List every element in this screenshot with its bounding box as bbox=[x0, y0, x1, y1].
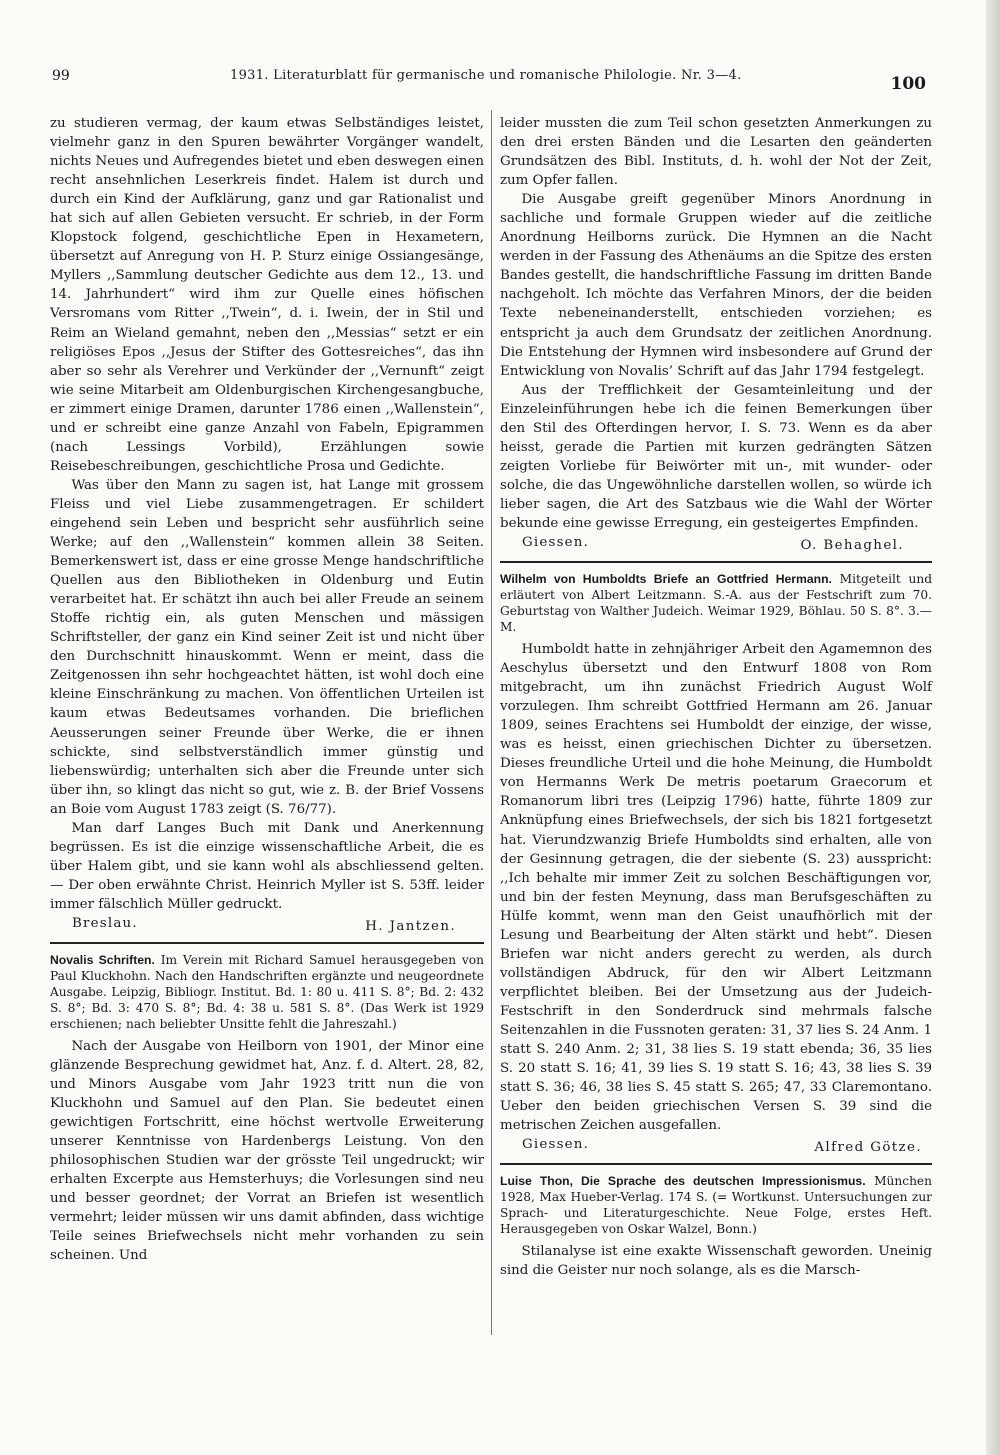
entry-details: Im Verein mit Richard Samuel herausgegeben von Paul Kluckhohn. Nach den Handschriften ergänzte und neugeordnete Ausgabe. Leipzig, Bibliogr. Institut. Bd. 1: 80 u. 411 S. 8°; Bd. 2: 432 S. 8°; Bd. 3: 470 S. 8°; Bd. 4: 38 u. 581 S. 8°. (Das Werk ist 1929 erschienen; nach beliebter Unsitte fehlt die Jahreszahl.) bbox=[50, 952, 484, 1031]
section-rule bbox=[50, 942, 484, 944]
column-divider bbox=[491, 110, 492, 1335]
section-rule bbox=[500, 561, 932, 563]
right-column bbox=[500, 114, 932, 1280]
bibliographic-entry bbox=[500, 1173, 932, 1237]
review-paragraph: Nach der Ausgabe von Heilborn von 1901, der Minor eine glänzende Besprechung gewidmet hat, Anz. f. d. Altert. 28, 82, und Minors Ausgabe vom Jahr 1923 tritt nun die von Kluckhohn und Samuel auf den Plan. Sie bedeutet einen gewichtigen Fortschritt, eine höchst wertvolle Erweiterung unserer Kenntnisse von Hardenbergs Leistung. Von den philosophischen Studien war der grösste Teil ungedruckt; wir erhalten Excerpte aus Hemsterhuys; die Vorlesungen sind neu und besser geordnet; der Vorrat an Briefen ist wesentlich vermehrt; leider müssen wir uns damit abfinden, dass wichtige Teile seines Briefwechsels nicht mehr vorhanden zu sein scheinen. Und bbox=[50, 1038, 484, 1264]
bibliographic-entry bbox=[50, 952, 484, 1032]
running-header bbox=[52, 66, 932, 96]
left-column bbox=[50, 114, 484, 1266]
review-signature bbox=[500, 535, 932, 559]
signature-author: Alfred Götze. bbox=[814, 1140, 922, 1156]
review-paragraph: Aus der Trefflichkeit der Gesamteinleitung und der Einzeleinführungen hebe ich die feinen Bemerkungen über den Stil des Ofterdingen hervor, I. S. 73. Wenn es da aber heisst, gerade die Partien mit kurzen gedrängten Sätzen zeigten Vorliebe für Beiwörter mit un-, mit wunder- oder solche, die das Ungewöhnliche darstellen wollen, so würde ich lieber sagen, die Art des Satzbaus wie die Wahl der Wörter bekunde eine gewisse Erregung, ein gesteigertes Empfinden. bbox=[500, 382, 932, 531]
review-paragraph: Humboldt hatte in zehnjähriger Arbeit den Agamemnon des Aeschylus übersetzt und den Entwurf 1808 von Rom mitgebracht, um ihn zunächst Friedrich August Wolf vorzulegen. Ihm schreibt Gottfried Hermann am 26. Januar 1809, seines Erachtens sei Humboldt der einzige, der wisse, was es heisst, einen griechischen Dichter zu übersetzen. Dieses freundliche Urteil und die hohe Meinung, die Humboldt von Hermanns Werk De metris poetarum Graecorum et Romanorum libri tres (Leipzig 1796) hatte, führte 1809 zur Anknüpfung eines Briefwechsels, der sich bis 1821 fortgesetzt hat. Vierundzwanzig Briefe Humboldts sind erhalten, alle von der Gesinnung getragen, die der siebente (S. 23) ausspricht: ,,Ich behalte mir immer Zeit zu solchen Beschäftigungen vor, und bin der festen Meynung, dass man Berufsgeschäften zu Hülfe kommt, wenn man den Geist unaufhörlich mit der Lesung und Bearbeitung der Alten stärkt und hebt“. Diesen Briefen war nicht anders gerecht zu werden, als durch vollständigen Abdruck, für den wir Albert Leitzmann verpflichtet bleiben. Bei der Umsetzung aus der Judeich-Festschrift in den Sonderdruck sind mehrmals falsche Seitenzahlen in die Fussnoten geraten: 31, 37 lies S. 24 Anm. 1 statt S. 240 Anm. 2; 31, 38 lies S. 19 statt ebenda; 36, 35 lies S. 20 statt S. 16; 41, 39 lies S. 19 statt S. 16; 43, 38 lies S. 39 statt S. 36; 46, 38 lies S. 45 statt S. 265; 47, 33 Claremontano. Ueber den beiden griechischen Versen S. 39 sind die metrischen Zeichen ausgefallen. bbox=[500, 642, 932, 1134]
signature-place: Giessen. bbox=[522, 1137, 590, 1153]
signature-place: Giessen. bbox=[522, 535, 590, 551]
page-number-right: 100 bbox=[890, 74, 926, 94]
review-paragraph: Die Ausgabe greift gegenüber Minors Anordnung in sachliche und formale Gruppen wieder auf die zeitliche Anordnung Heilborns zurück. Die Hymnen an die Nacht werden in der Fassung des Athenäums an die Spitze des ersten Bandes gestellt, die handschriftliche Fassung im dritten Bande nachgeholt. Ich möchte das Verfahren Minors, der die beiden Texte nebeneinanderstellt, entschieden vorziehen; es entspricht ja auch dem Grundsatz der zeitlichen Anordnung. Die Entstehung der Hymnen wird insbesondere auf Grund der Entwicklung von Novalis’ Schrift auf das Jahr 1794 festgelegt. bbox=[500, 192, 932, 379]
review-paragraph: Stilanalyse ist eine exakte Wissenschaft geworden. Uneinig sind die Geister nur noch solange, als es die Marsch- bbox=[500, 1244, 932, 1279]
page-number-left: 99 bbox=[52, 68, 70, 84]
review-paragraph: leider mussten die zum Teil schon gesetzten Anmerkungen zu den drei ersten Bänden und die Lesarten den geänderten Grundsätzen des Bibl. Instituts, d. h. wohl der Not der Zeit, zum Opfer fallen. bbox=[500, 116, 932, 189]
entry-details: Mitgeteilt und erläutert von Albert Leitzmann. S.-A. aus der Festschrift zum 70. Geburtstag von Walther Judeich. Weimar 1929, Böhlau. 50 S. 8°. 3.— M. bbox=[500, 572, 933, 635]
review-signature bbox=[500, 1137, 932, 1161]
signature-author: O. Behaghel. bbox=[800, 538, 904, 554]
running-title: 1931. Literaturblatt für germanische und romanische Philologie. Nr. 3—4. bbox=[230, 68, 742, 83]
entry-title: Wilhelm von Humboldts Briefe an Gottfried Hermann. bbox=[500, 572, 832, 587]
review-paragraph: zu studieren vermag, der kaum etwas Selbständiges leistet, vielmehr ganz in den Spuren bewährter Vorgänger wandelt, nichts Neues und Aufregendes bietet und eben deswegen einen recht ansehnlichen Leserkreis findet. Halem ist durch und durch ein Kind der Aufklärung, ganz und gar Rationalist und hat sich auf allen Gebieten versucht. Er schrieb, in der Form Klopstock folgend, geschichtliche Epen in Hexametern, übersetzt auf Anregung von H. P. Sturz einige Ossiangesänge, Myllers ,,Sammlung deutscher Gedichte aus dem 12., 13. und 14. Jahrhundert“ wird ihm zur Quelle eines höfischen Versromans vom Ritter ,,Twein“, d. i. Iwein, der in Stil und Reim an Wieland gemahnt, neben den ,,Messias“ setzt er ein religiöses Epos ,,Jesus der Stifter des Gottesreiches“, das ihn aber so sehr als Verehrer und Verkünder der ,,Vernunft“ zeigt wie seine Mitarbeit am Oldenburgischen Kirchengesangbuche, er zimmert einige Dramen, darunter 1786 einen ,,Wallenstein“, und er schreibt eine ganze Anzahl von Fabeln, Epigrammen (nach Lessings Vorbild), Erzählungen sowie Reisebeschreibungen, geschichtliche Prosa und Gedichte. bbox=[50, 116, 484, 474]
review-signature bbox=[50, 916, 484, 940]
section-rule bbox=[500, 1163, 932, 1165]
review-paragraph: Was über den Mann zu sagen ist, hat Lange mit grossem Fleiss und viel Liebe zusammengetragen. Er schildert eingehend sein Leben und bespricht sehr ausführlich seine Werke; auf den ,,Wallenstein“ kommen allein 38 Seiten. Bemerkenswert ist, dass er eine grosse Menge handschriftliche Quellen aus den Bibliotheken in Oldenburg und Eutin verarbeitet hat. Er schätzt ihn auch bei aller Freude an seinem Stoffe richtig ein, als guten Menschen und mässigen Schriftsteller, der ganz ein Kind seiner Zeit ist und nicht über den Durchschnitt hinauskommt. Wenn er meint, dass die Zeitgenossen ihn sehr hochgeachtet hätten, ist wohl doch eine kleine Einschränkung zu machen. Von öffentlichen Urteilen ist kaum etwas Bedeutsames vorhanden. Die brieflichen Aeusserungen seiner Freunde über Werke, die er ihnen schickte, sind selbstverständlich immer günstig und liebenswürdig; unterhalten sich aber die Freunde unter sich über ihn, so klingt das nicht so gut, wie z. B. der Brief Vossens an Boie vom August 1783 zeigt (S. 76/77). bbox=[50, 477, 484, 817]
signature-author: H. Jantzen. bbox=[365, 918, 456, 934]
entry-title: Luise Thon, Die Sprache des deutschen Impressionismus. bbox=[500, 1174, 866, 1189]
review-paragraph: Man darf Langes Buch mit Dank und Anerkennung begrüssen. Es ist die einzige wissenschaftliche Arbeit, die es über Halem gibt, und sie kann wohl als abschliessend gelten. — Der oben erwähnte Christ. Heinrich Myller ist S. 53ff. leider immer fälschlich Müller gedruckt. bbox=[50, 820, 484, 912]
signature-place: Breslau. bbox=[72, 915, 138, 931]
entry-title: Novalis Schriften. bbox=[50, 952, 155, 967]
entry-details: München 1928, Max Hueber-Verlag. 174 S. (= Wortkunst. Untersuchungen zur Sprach- und Literaturgeschichte. Neue Folge, erstes Heft. Herausgegeben von Oskar Walzel, Bonn.) bbox=[500, 1174, 932, 1237]
scan-edge-shadow bbox=[986, 0, 1000, 1455]
bibliographic-entry bbox=[500, 571, 932, 635]
